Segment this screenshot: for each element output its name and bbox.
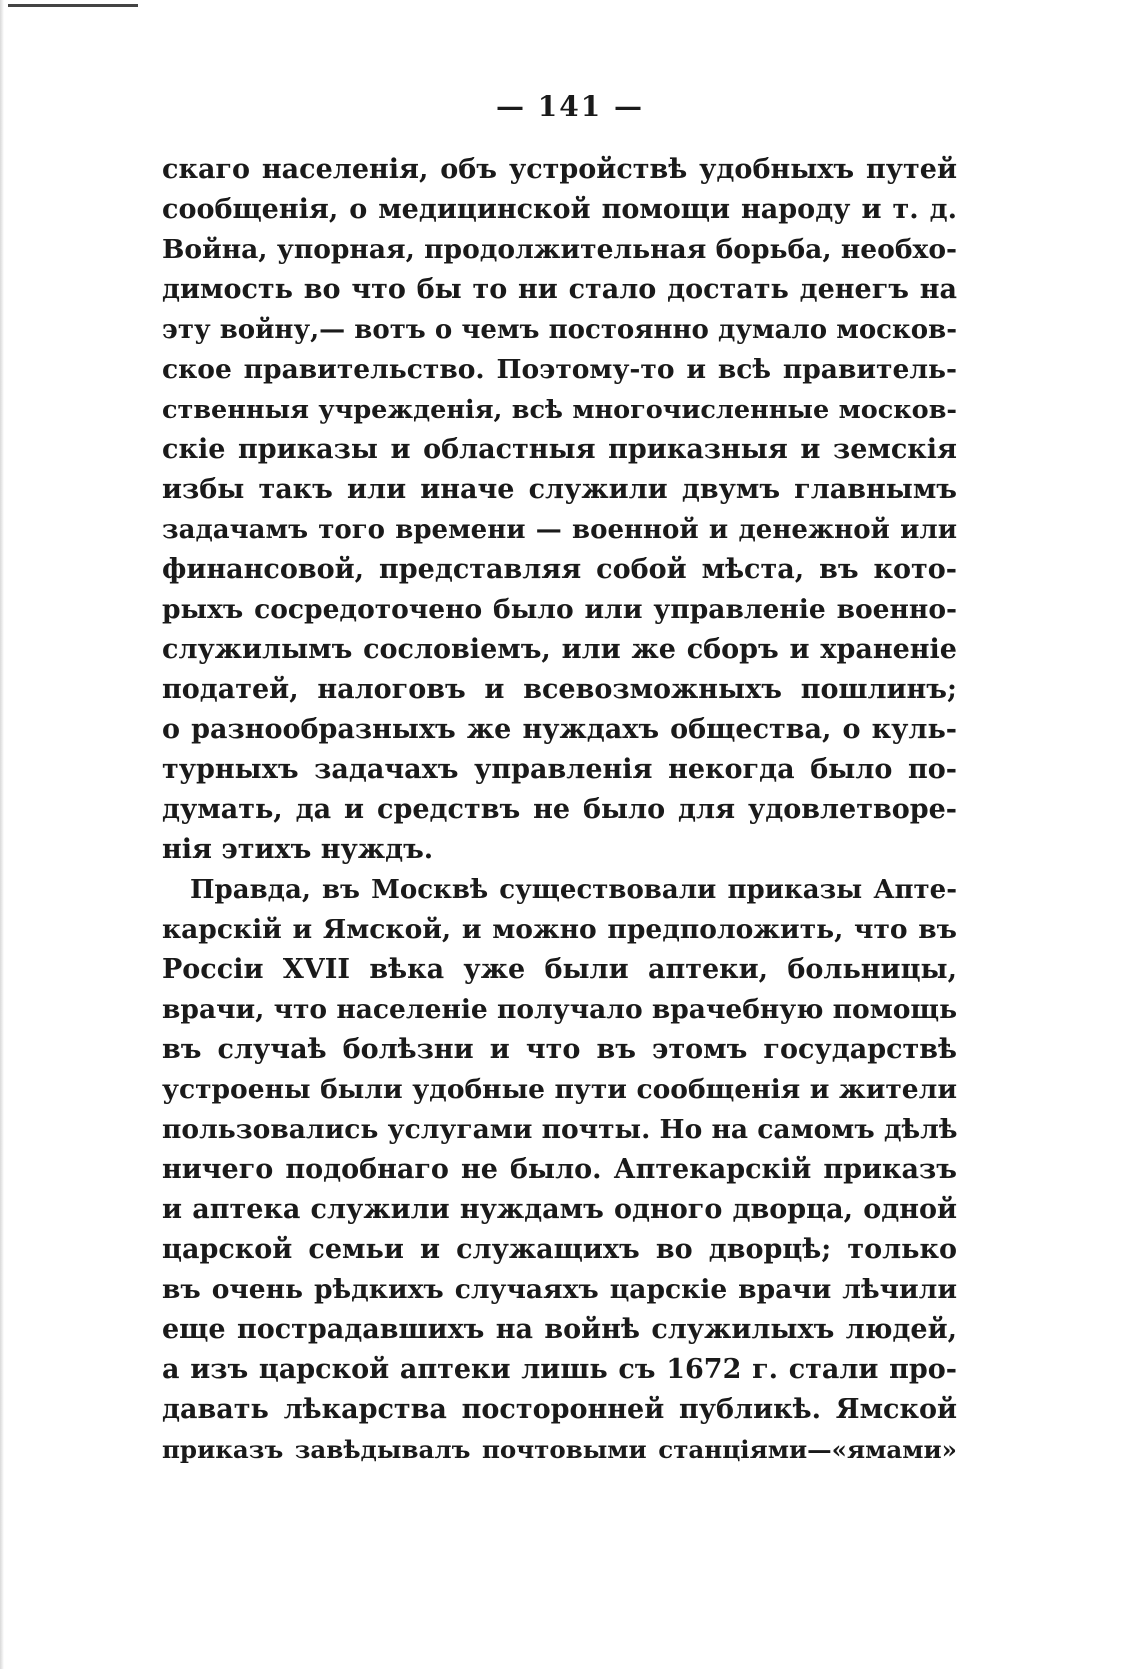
text-line: Правда, въ Москвѣ существовали приказы Апте- <box>190 875 957 905</box>
text-line: еще пострадавшихъ на войнѣ служилыхъ людей, <box>162 1314 957 1345</box>
text-line: димость во что бы то ни стало достать денегъ на <box>162 274 957 305</box>
text-line: ское правительство. Поэтому-то и всѣ правитель- <box>162 354 957 385</box>
text-line: Россіи XVII вѣка уже были аптеки, больницы, <box>162 954 957 985</box>
paragraph-1 <box>162 150 957 870</box>
text-line: и аптека служили нуждамъ одного дворца, одной <box>162 1194 957 1225</box>
text-line: нія этихъ нуждъ. <box>162 834 434 865</box>
text-line: приказъ завѣдывалъ почтовыми станціями—«ямами» <box>162 1435 957 1464</box>
text-line: податей, налоговъ и всевозможныхъ пошлинъ; <box>162 674 957 705</box>
body-text <box>162 150 957 1470</box>
scan-edge-shadow <box>0 0 4 1669</box>
text-line: устроены были удобные пути сообщенія и жители <box>162 1074 957 1105</box>
page-number: — 141 — <box>496 90 644 123</box>
text-line: ственныя учрежденія, всѣ многочисленные москов- <box>162 395 957 425</box>
text-line: карскій и Ямской, и можно предположить, что въ <box>162 914 957 945</box>
text-line: турныхъ задачахъ управленія некогда было по- <box>162 754 957 785</box>
text-line: въ очень рѣдкихъ случаяхъ царскіе врачи лѣчили <box>162 1274 957 1305</box>
text-line: служилымъ сословіемъ, или же сборъ и храненіе <box>162 634 957 665</box>
text-line: о разнообразныхъ же нуждахъ общества, о куль- <box>162 714 957 745</box>
text-line: давать лѣкарства посторонней публикѣ. Ямской <box>162 1394 957 1425</box>
text-line: ничего подобнаго не было. Аптекарскій приказъ <box>162 1154 957 1185</box>
text-line: эту войну,— вотъ о чемъ постоянно думало москов- <box>162 315 957 345</box>
text-line: а изъ царской аптеки лишь съ 1672 г. стали про- <box>162 1354 957 1385</box>
text-line: избы такъ или иначе служили двумъ главнымъ <box>162 474 957 505</box>
paragraph-2 <box>162 870 957 1470</box>
text-line: въ случаѣ болѣзни и что въ этомъ государствѣ <box>162 1034 957 1065</box>
text-line: сообщенія, о медицинской помощи народу и т. д. <box>162 194 957 225</box>
scan-artifact-mark <box>8 4 138 7</box>
text-line: думать, да и средствъ не было для удовлетворе- <box>162 794 957 825</box>
text-line: скіе приказы и областныя приказныя и земскія <box>162 434 957 465</box>
text-line: царской семьи и служащихъ во дворцѣ; только <box>162 1234 957 1265</box>
text-line: финансовой, представляя собой мѣста, въ кото- <box>162 554 957 585</box>
text-line: рыхъ сосредоточено было или управленіе военно- <box>162 594 957 625</box>
text-line: задачамъ того времени — военной и денежной или <box>162 515 957 545</box>
text-line: Война, упорная, продолжительная борьба, необхо- <box>162 234 957 265</box>
text-line: скаго населенія, объ устройствѣ удобныхъ путей <box>162 154 957 185</box>
text-line: пользовались услугами почты. Но на самомъ дѣлѣ <box>162 1114 957 1145</box>
text-line: врачи, что населеніе получало врачебную помощь <box>162 994 957 1025</box>
